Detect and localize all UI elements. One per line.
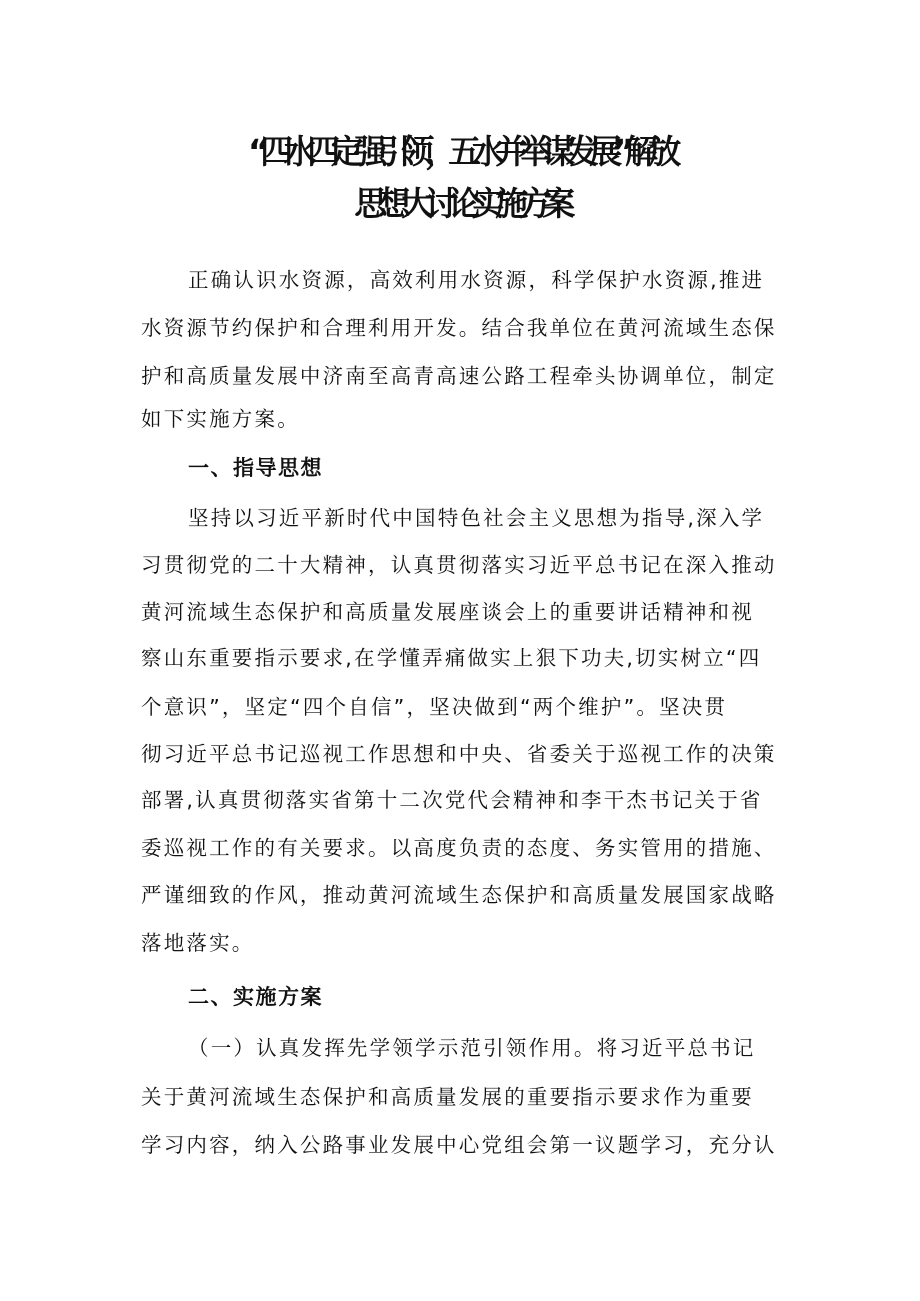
section1-line: 彻习近平总书记巡视工作思想和中央、省委关于巡视工作的决策 xyxy=(141,742,777,766)
section1-line: 委巡视工作的有关要求。以高度负责的态度、务实管用的措施、 xyxy=(141,836,777,860)
intro-line: 护和高质量发展中济南至高青高速公路工程牵头协调单位，制定 xyxy=(141,364,777,388)
section2-line: （一）认真发挥先学领学示范引领作用。将习近平总书记 xyxy=(188,1036,756,1060)
intro-line: 正确认识水资源，高效利用水资源，科学保护水资源,推进 xyxy=(188,268,765,292)
section1-line: 严谨细致的作风，推动黄河流域生态保护和高质量发展国家战略 xyxy=(141,883,777,907)
document-title-line-1: “四水四定强引领，五水并举谋发展”解放 xyxy=(248,132,672,171)
section-heading-guiding-ideology: 一、指导思想 xyxy=(188,456,323,480)
intro-line: 如下实施方案。 xyxy=(141,407,300,431)
section1-line: 坚持以习近平新时代中国特色社会主义思想为指导,深入学 xyxy=(188,506,765,530)
section1-line: 黄河流域生态保护和高质量发展座谈会上的重要讲话精神和视 xyxy=(141,600,754,624)
section-heading-implementation-plan: 二、实施方案 xyxy=(188,985,323,1009)
section1-line: 察山东重要指示要求,在学懂弄痛做实上狠下功夫,切实树立“四 xyxy=(141,646,762,670)
section1-line: 部署,认真贯彻落实省第十二次党代会精神和李干杰书记关于省 xyxy=(141,788,763,812)
section2-line: 关于黄河流域生态保护和高质量发展的重要指示要求作为重要 xyxy=(141,1085,754,1109)
document-title-line-2: 思想大讨论实施方案 xyxy=(354,184,566,223)
section2-line: 学习内容，纳入公路事业发展中心党组会第一议题学习，充分认 xyxy=(141,1133,777,1157)
section1-line: 习贯彻党的二十大精神，认真贯彻落实习近平总书记在深入推动 xyxy=(141,553,777,577)
intro-line: 水资源节约保护和合理利用开发。结合我单位在黄河流域生态保 xyxy=(141,316,777,340)
section1-line: 落地落实。 xyxy=(141,931,255,955)
section1-line: 个意识”，坚定“四个自信”，坚决做到“两个维护”。坚决贯 xyxy=(141,695,728,719)
